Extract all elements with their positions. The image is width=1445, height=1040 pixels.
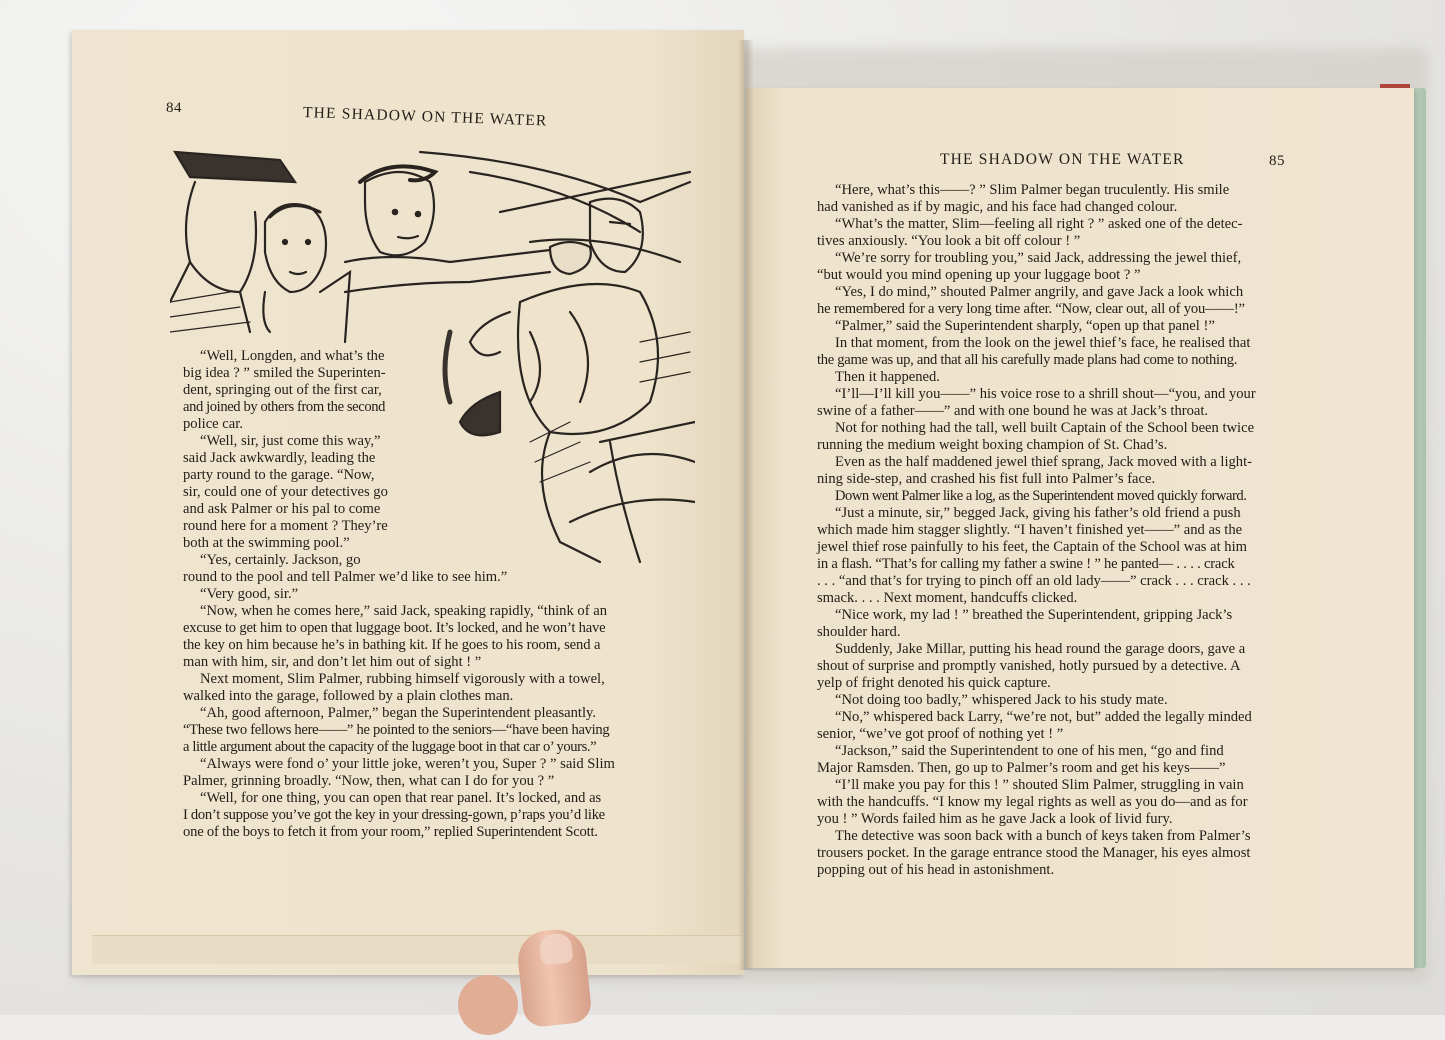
left-line: excuse to get him to open that luggage boot. It’s locked, and he won’t have: [183, 620, 606, 636]
right-line: running the medium weight boxing champion of St. Chad’s.: [817, 437, 1168, 453]
right-line: shoulder hard.: [817, 624, 901, 640]
left-line: a little argument about the capacity of the luggage boot in that car o’ yours.”: [183, 739, 597, 755]
left-line: “Yes, certainly. Jackson, go: [200, 552, 361, 568]
left-line: man with him, sir, and don’t let him out of sight ! ”: [183, 654, 482, 670]
right-line: “but would you mind opening up your luggage boot ? ”: [817, 267, 1141, 283]
left-line: I don’t suppose you’ve got the key in your dressing-gown, p’raps you’d like: [183, 807, 605, 823]
right-line: in a flash. “That’s for calling my father a swine ! ” he panted— . . . . crack: [817, 556, 1235, 572]
right-line: “Jackson,” said the Superintendent to one of his men, “go and find: [835, 743, 1224, 759]
right-line: “Nice work, my lad ! ” breathed the Superintendent, gripping Jack’s: [835, 607, 1233, 623]
left-running-head: THE SHADOW ON THE WATER: [302, 104, 548, 130]
right-line: you ! ” Words failed him as he gave Jack a look of livid fury.: [817, 811, 1173, 827]
right-line: “Just a minute, sir,” begged Jack, giving his father’s old friend a push: [835, 505, 1241, 521]
right-line: “What’s the matter, Slim—feeling all right ? ” asked one of the detec-: [835, 216, 1243, 232]
right-line: . . . “and that’s for trying to pinch off an old lady——” crack . . . crack . . .: [817, 573, 1251, 589]
left-line: both at the swimming pool.”: [183, 535, 350, 551]
right-line: had vanished as if by magic, and his face had changed colour.: [817, 199, 1178, 215]
right-line: trousers pocket. In the garage entrance stood the Manager, his eyes almost: [817, 845, 1251, 861]
left-line: round to the pool and tell Palmer we’d like to see him.”: [183, 569, 508, 585]
left-line: “These two fellows here——” he pointed to the seniors—“have been having: [183, 722, 610, 738]
right-line: senior, “we’ve got proof of nothing yet ! ”: [817, 726, 1064, 742]
right-line: Then it happened.: [835, 369, 940, 385]
right-line: shout of surprise and promptly vanished, hotly pursued by a detective. A: [817, 658, 1241, 674]
left-line: “Ah, good afternoon, Palmer,” began the Superintendent pleasantly.: [200, 705, 597, 721]
right-line: “No,” whispered back Larry, “we’re not, but” added the legally minded: [835, 709, 1252, 725]
right-line: ning side-step, and crashed his fist full into Palmer’s face.: [817, 471, 1156, 487]
left-line: “Well, sir, just come this way,”: [200, 433, 381, 449]
left-line: police car.: [183, 416, 243, 432]
right-line: Not for nothing had the tall, well built Captain of the School been twice: [835, 420, 1255, 436]
left-line: one of the boys to fetch it from your room,” replied Superintendent Scott.: [183, 824, 598, 840]
book-gutter: [738, 40, 754, 970]
right-line: jewel thief rose painfully to his feet, the Captain of the School was at him: [817, 539, 1248, 555]
right-line: swine of a father——” and with one bound he was at Jack’s throat.: [817, 403, 1209, 419]
left-line: Palmer, grinning broadly. “Now, then, what can I do for you ? ”: [183, 773, 555, 789]
fingernail: [539, 932, 574, 965]
right-line: the game was up, and that all his carefully made plans had come to nothing.: [817, 352, 1238, 368]
left-page-under-edge: [92, 935, 742, 964]
right-line: “Here, what’s this——? ” Slim Palmer began truculently. His smile: [835, 182, 1230, 198]
left-line: and ask Palmer or his pal to come: [183, 501, 381, 517]
right-line: “Not doing too badly,” whispered Jack to his study mate.: [835, 692, 1168, 708]
right-line: yelp of fright denoted his quick capture.: [817, 675, 1051, 691]
left-line: and joined by others from the second: [183, 399, 386, 415]
left-line: “Always were fond o’ your little joke, weren’t you, Super ? ” said Slim: [200, 756, 615, 772]
left-line: said Jack awkwardly, leading the: [183, 450, 376, 466]
right-line: smack. . . . Next moment, handcuffs clicked.: [817, 590, 1078, 606]
left-page-number: 84: [166, 100, 182, 116]
left-line: “Very good, sir.”: [200, 586, 299, 602]
right-line: Suddenly, Jake Millar, putting his head round the garage doors, gave a: [835, 641, 1246, 657]
right-line: “I’ll—I’ll kill you——” his voice rose to a shrill shout—“you, and your: [835, 386, 1256, 402]
right-line: with the handcuffs. “I know my legal rights as well as you do—and as for: [817, 794, 1248, 810]
right-line: “We’re sorry for troubling you,” said Jack, addressing the jewel thief,: [835, 250, 1242, 266]
left-line: walked into the garage, followed by a plain clothes man.: [183, 688, 514, 704]
left-line: Next moment, Slim Palmer, rubbing himself vigorously with a towel,: [200, 671, 605, 687]
left-line: party round to the garage. “Now,: [183, 467, 375, 483]
left-line: sir, could one of your detectives go: [183, 484, 388, 500]
right-line: In that moment, from the look on the jewel thief’s face, he realised that: [835, 335, 1251, 351]
right-line: “Yes, I do mind,” shouted Palmer angrily, and gave Jack a look which: [835, 284, 1244, 300]
left-line: round here for a moment ? They’re: [183, 518, 388, 534]
right-line: popping out of his head in astonishment.: [817, 862, 1055, 878]
left-line: dent, springing out of the first car,: [183, 382, 382, 398]
right-line: which made him stagger slightly. “I haven’t finished yet——” and as the: [817, 522, 1243, 538]
left-line: “Well, Longden, and what’s the: [200, 348, 385, 364]
left-line: big idea ? ” smiled the Superinten-: [183, 365, 386, 381]
right-line: The detective was soon back with a bunch of keys taken from Palmer’s: [835, 828, 1251, 844]
right-line: “Palmer,” said the Superintendent sharply, “open up that panel !”: [835, 318, 1215, 334]
right-line: Major Ramsden. Then, go up to Palmer’s room and get his keys——”: [817, 760, 1226, 776]
right-line: “I’ll make you pay for this ! ” shouted Slim Palmer, struggling in vain: [835, 777, 1244, 793]
right-line: Down went Palmer like a log, as the Superintendent moved quickly forward.: [835, 488, 1247, 504]
left-line: “Now, when he comes here,” said Jack, speaking rapidly, “think of an: [200, 603, 607, 619]
left-line: “Well, for one thing, you can open that rear panel. It’s locked, and as: [200, 790, 602, 806]
right-page-number: 85: [1269, 153, 1285, 169]
left-line: the key on him because he’s in bathing kit. If he goes to his room, send a: [183, 637, 601, 653]
right-line: he remembered for a very long time after. “Now, clear out, all of you——!”: [817, 301, 1245, 317]
right-line: tives anxiously. “You look a bit off colour ! ”: [817, 233, 1081, 249]
right-line: Even as the half maddened jewel thief sprang, Jack moved with a light-: [835, 454, 1253, 470]
right-running-head: THE SHADOW ON THE WATER: [940, 151, 1185, 168]
